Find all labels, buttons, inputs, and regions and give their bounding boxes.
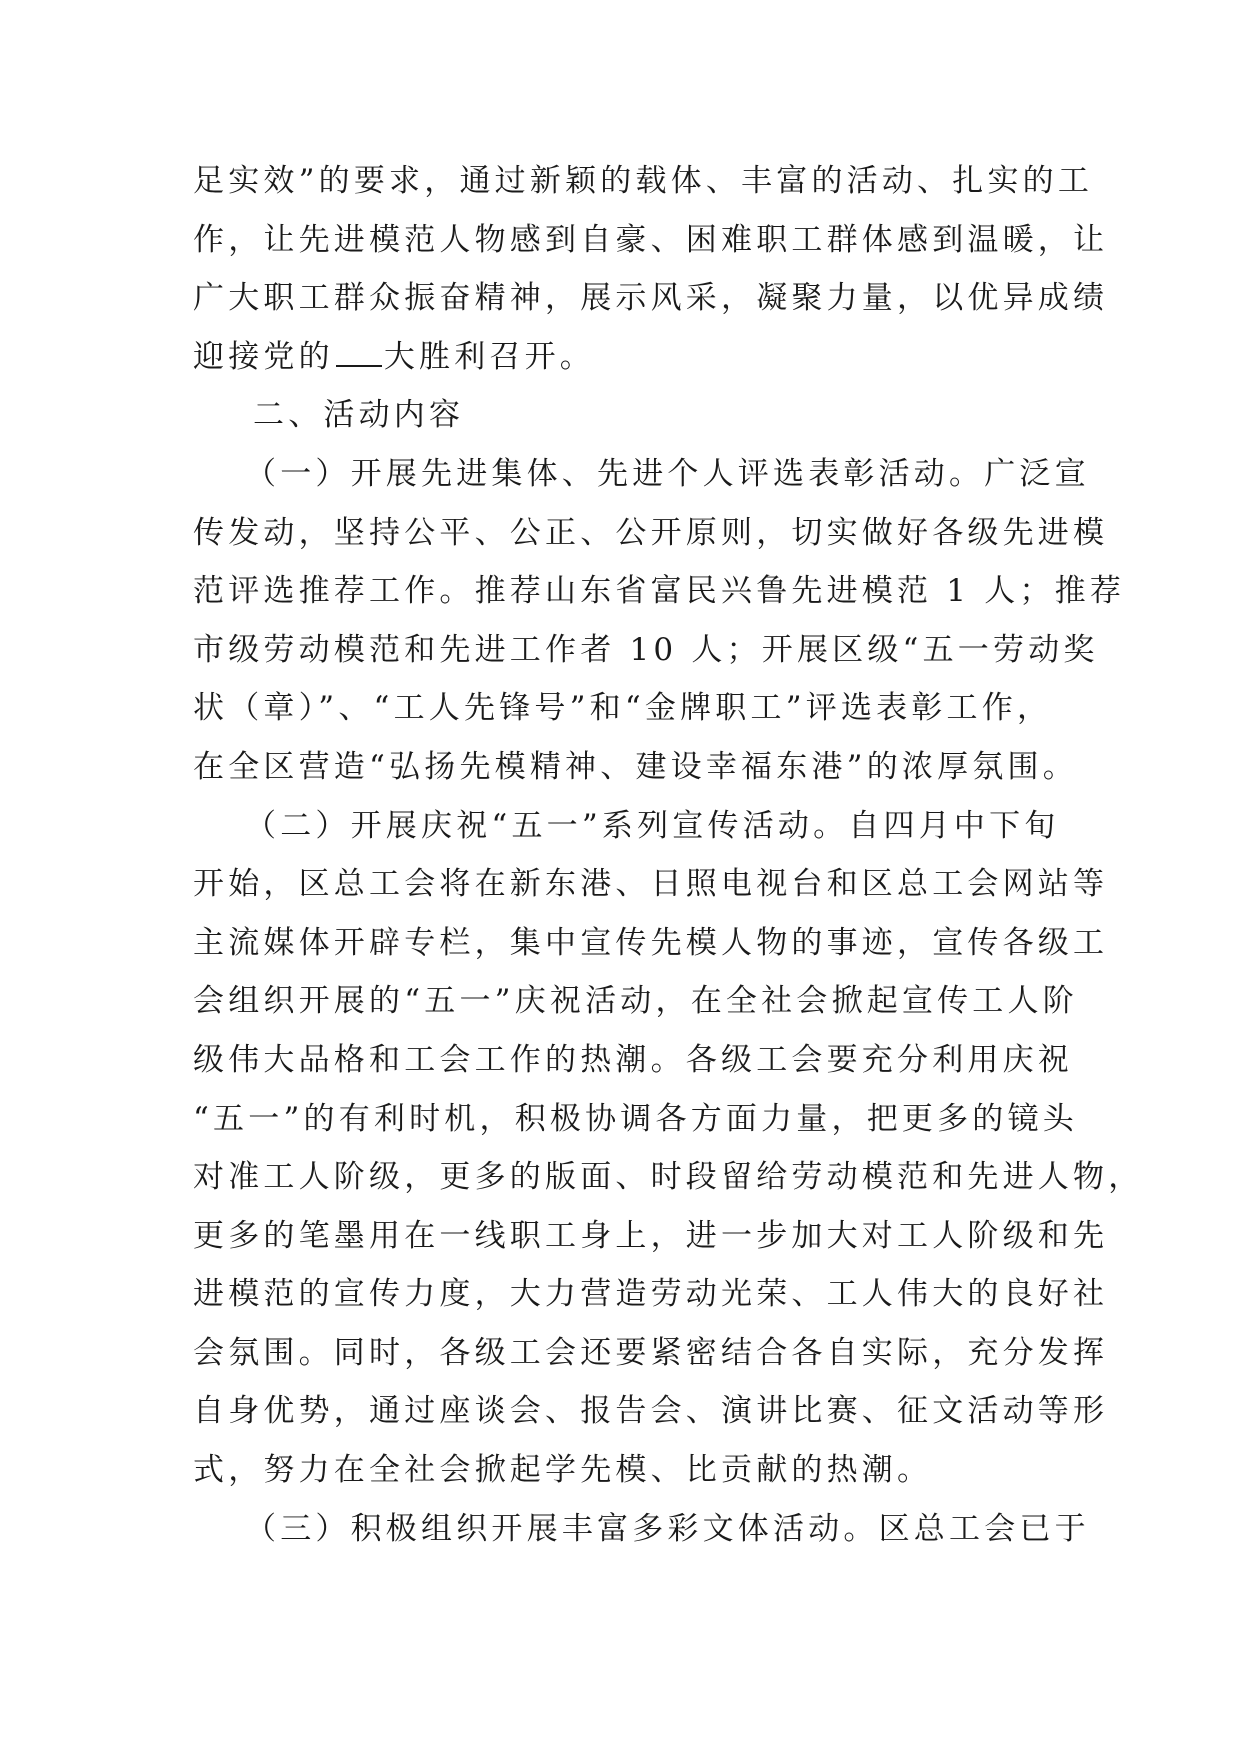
text-line: 进模范的宣传力度，大力营造劳动光荣、工人伟大的良好社 xyxy=(193,1276,1109,1313)
text-line: 更多的笔墨用在一线职工身上，进一步加大对工人阶级和先 xyxy=(193,1217,1109,1254)
text-line: 主流媒体开辟专栏，集中宣传先模人物的事迹，宣传各级工 xyxy=(193,924,1109,961)
text-line: 对准工人阶级，更多的版面、时段留给劳动模范和先进人物， xyxy=(193,1159,1144,1196)
blank-underline xyxy=(336,341,382,367)
text-line: 足实效”的要求，通过新颖的载体、丰富的活动、扎实的工 xyxy=(193,163,1094,199)
text-line: 市级劳动模范和先进工作者 10 人；开展区级“五一劳动奖 xyxy=(193,631,1099,668)
text-segment: 大胜利召开。 xyxy=(383,338,596,375)
document-body xyxy=(193,152,1144,1558)
text-line: 在全区营造“弘扬先模精神、建设幸福东港”的浓厚氛围。 xyxy=(193,748,1078,785)
text-line: 会氛围。同时，各级工会还要紧密结合各自实际，充分发挥 xyxy=(193,1334,1109,1371)
paragraph-start: （一）开展先进集体、先进个人评选表彰活动。广泛宣 xyxy=(245,455,1090,492)
text-line: 式，努力在全社会掀起学先模、比贡献的热潮。 xyxy=(193,1452,933,1489)
text-line: 开始，区总工会将在新东港、日照电视台和区总工会网站等 xyxy=(193,866,1109,903)
text-line: 范评选推荐工作。推荐山东省富民兴鲁先进模范 1 人；推荐 xyxy=(193,573,1126,610)
section-heading: 二、活动内容 xyxy=(253,397,465,434)
text-line: 级伟大品格和工会工作的热潮。各级工会要充分利用庆祝 xyxy=(193,1041,1073,1078)
paragraph-start: （二）开展庆祝“五一”系列宣传活动。自四月中下旬 xyxy=(245,807,1060,844)
text-line: 传发动，坚持公平、公正、公开原则，切实做好各级先进模 xyxy=(193,514,1109,551)
text-line: 状（章）”、“工人先锋号”和“金牌职工”评选表彰工作， xyxy=(193,690,1053,727)
text-line: 作，让先进模范人物感到自豪、困难职工群体感到温暖，让 xyxy=(193,221,1109,258)
text-line: 自身优势，通过座谈会、报告会、演讲比赛、征文活动等形 xyxy=(193,1393,1109,1430)
paragraph-start: （三）积极组织开展丰富多彩文体活动。区总工会已于 xyxy=(245,1510,1090,1547)
text-line: “五一”的有利时机，积极协调各方面力量，把更多的镜头 xyxy=(193,1100,1078,1137)
text-line: 会组织开展的“五一”庆祝活动，在全社会掀起宣传工人阶 xyxy=(193,983,1078,1020)
text-line: 广大职工群众振奋精神，展示风采，凝聚力量，以优异成绩 xyxy=(193,280,1109,317)
text-segment: 迎接党的 xyxy=(193,338,334,375)
text-line xyxy=(193,328,1073,387)
